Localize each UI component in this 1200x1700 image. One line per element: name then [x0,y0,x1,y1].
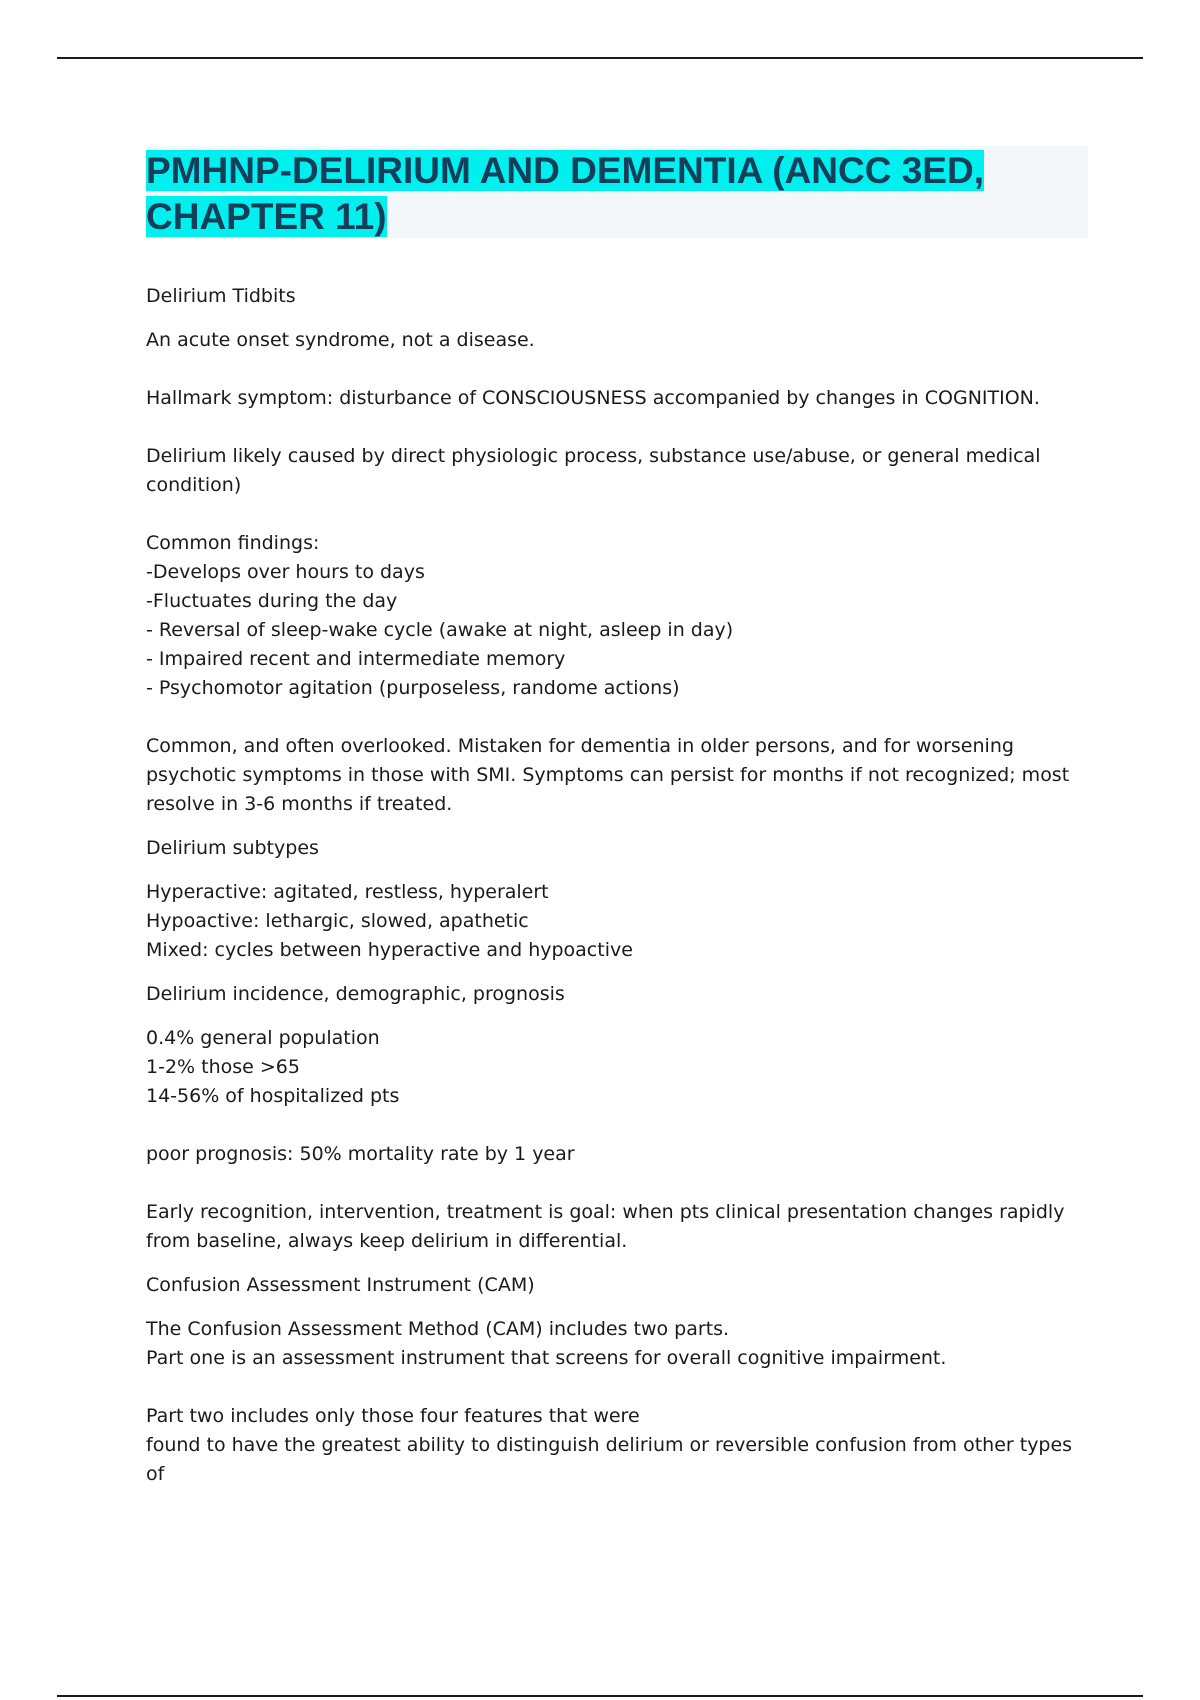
bottom-rule [57,1695,1143,1697]
cam-line: Part two includes only those four features that were [146,1405,640,1427]
list-item: Hypoactive: lethargic, slowed, apathetic [146,910,529,932]
paragraph-hallmark: Hallmark symptom: disturbance of CONSCIOUSNESS accompanied by changes in COGNITION. [146,387,1040,409]
list-item: - Reversal of sleep-wake cycle (awake at night, asleep in day) [146,619,734,641]
list-item: 1-2% those >65 [146,1056,300,1078]
document-title [146,146,1088,240]
list-item: 0.4% general population [146,1027,380,1049]
cam-line: The Confusion Assessment Method (CAM) includes two parts. [146,1318,730,1340]
list-item: -Fluctuates during the day [146,590,398,612]
paragraph-causes: Delirium likely caused by direct physiologic process, substance use/abuse, or general medical condition) [146,445,1041,496]
list-item: -Develops over hours to days [146,561,425,583]
paragraph-prognosis: poor prognosis: 50% mortality rate by 1 year [146,1143,575,1165]
list-heading: Common findings: [146,532,320,554]
heading-delirium-tidbits: Delirium Tidbits [146,285,296,307]
list-item: - Psychomotor agitation (purposeless, randome actions) [146,677,680,699]
document-body [146,282,1096,1489]
list-item: Mixed: cycles between hyperactive and hypoactive [146,939,633,961]
title-highlight: PMHNP-DELIRIUM AND DEMENTIA (ANCC 3ED, CHAPTER 11) [146,150,984,237]
list-item: - Impaired recent and intermediate memory [146,648,566,670]
paragraph-early-recognition: Early recognition, intervention, treatment is goal: when pts clinical presentation changes rapidly from baseline, always keep delirium in differential. [146,1201,1065,1252]
list-item: 14-56% of hospitalized pts [146,1085,400,1107]
list-item: Hyperactive: agitated, restless, hyperalert [146,881,549,903]
cam-line: found to have the greatest ability to distinguish delirium or reversible confusion from other types of [146,1434,1073,1485]
top-rule [57,57,1143,59]
heading-delirium-subtypes: Delirium subtypes [146,837,319,859]
cam-line: Part one is an assessment instrument that screens for overall cognitive impairment. [146,1347,947,1369]
subtypes-list [146,878,1096,965]
paragraph-acute-onset: An acute onset syndrome, not a disease. [146,329,535,351]
heading-incidence: Delirium incidence, demographic, prognosis [146,983,565,1005]
cam-parts [146,1315,1096,1373]
common-findings-list [146,529,1096,703]
paragraph-overlooked: Common, and often overlooked. Mistaken for dementia in older persons, and for worsening psychotic symptoms in those with SMI. Symptoms can persist for months if not recognized; most resolve in 3-6 months if treated. [146,735,1070,815]
title-block [146,146,1088,238]
cam-part-two [146,1402,1096,1489]
heading-cam: Confusion Assessment Instrument (CAM) [146,1274,535,1296]
incidence-list [146,1024,1096,1111]
